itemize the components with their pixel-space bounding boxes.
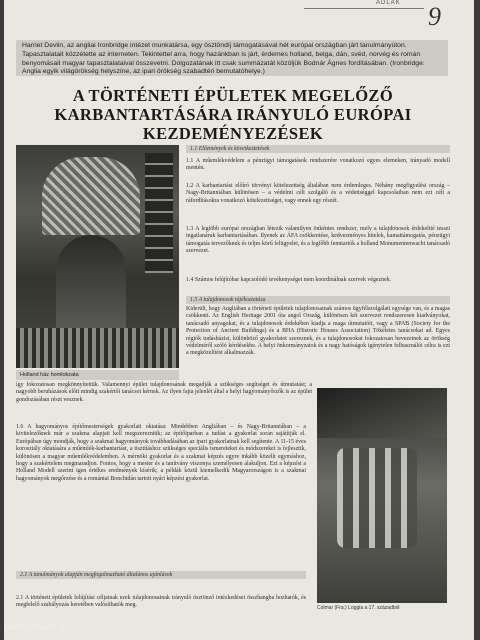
header-tag: ADLAK — [376, 0, 401, 6]
paragraph-1-3: 1.3 A legtöbb európai országban létezik valamilyen önkéntes rendszer, mely a tulajdonosok érdekeltté tesszi ingatlanáruk karbantartásában. Ilyenek az ÁFA csökkentése, kedvezményes hitelek, kamattámogatás, pénzügyi támogatás tervezőknek és teljes körű felügyelet, és a legfőbb fenntartók a holland Monumentenwacht tanácsadó szervezet. — [186, 226, 450, 255]
paragraph-2-1: 2.1 A történeti épületek felújítási céljainak ezek tulajdonosainak irányuló ösztönző intézkedései összhangba hozhatók, és megfelelő szabályozás keretében valósíthatók meg. — [16, 595, 306, 609]
bay-window-shape — [337, 448, 417, 548]
paragraph-continuation: így fokozatosan megkönnyítettük. Valamennyi épület tulajdonosának megadják a szükséges segítséget és útmutatást; a nagyobb beruházások előtt mindig szakértői tanácsot kérnek. Az ilyen fajta jelenlét által a helyi hagyományőrzők is az épület gondozásában részt vesznek. — [16, 382, 312, 403]
building-facade-photo — [16, 145, 179, 368]
magazine-page — [4, 0, 474, 640]
paragraph-1-2: 1.2 A karbantartást előíró törvényi kötelezettség általában nem érdemleges. Néhány megfigyelési ország – Nagy-Britanniában különösen – a védelmi célt szolgáló és a védettséggel kapcsolatban nem ezt célt a ráfordításokra vonatkozó kötelezettséget, vagy ennek egy részét. — [186, 183, 450, 204]
section-heading-1-5: 1.5 A tulajdonosok tájékoztatása — [186, 296, 450, 304]
site-watermark: Antikvarium.hu — [4, 622, 71, 633]
window-shape — [145, 153, 173, 273]
paragraph-1-6: 1.6 A hagyományos építőmesterségek gyakorlati oktatása: Mindebben Angliában – és Nagy-Britanniában – a kivitelezőknek már a szakma alapjait kell megszerezniük; az építőiparban a tudást a gyakorlat során sajátítják el. Európában úgy mondják, hogy a szakmai hagyományok továbbadásában az ipari gyakorlatnak kell segítenie. A 11-15 éves korosztály oktatására a műemlék-karbantartást, a tisztításhoz szükséges speciális ismereteket és módszereket is fejlesztik, különösen a magyar műemlékvédelemben. A mérnöki gyakorlat és a szakmai képzés egyre inkább közelít egymáshoz, hogy a szakértelem megmaradjon. Fontos, hogy a mester és a tanítvány viszonya személyesen alakuljon. Ezt a képzést a Holland Modell szerint igen értékes eredmények kísérik; a példák közül kiemelkedik Magyarországon is a szakmai hagyományok megőrzése és a romániai Bonchidán tartott nyári képzési gyakorlat. — [16, 424, 306, 482]
header-rule — [304, 8, 424, 9]
article-title: A TÖRTÉNETI ÉPÜLETEK MEGELŐZŐ KARBANTARTÁSÁRA IRÁNYULÓ EURÓPAI KEZDEMÉNYEZÉSEK — [54, 86, 412, 143]
page-number: 9 — [428, 2, 441, 31]
paragraph-1-5: Kiderült, hogy Angliában a történeti épületek tulajdonosainak számos ügyfélszolgálati egysége van, és a magas csökkenti. Az English Heritage 2001 óta angol Ország, különösen két szervezet rendszeresen kiadványokat, tanácsadó anyagokat, és a tulajdonosok érdekében kiadja a maga útmutatóit, vagy a SPAB (Society for the Protection of Ancient Buildings) és a BHA (Historic Houses Association) Tökéletes tanácsokat ad. Egyes régiók tudásbázist, különböző gyakorlatot szereznek, és a tulajdonosokat fokozatosan bevezetnek az örökség védelméről szóló kérdésekbe. A helyi önkormányzatok és a nagy hatóságok igénytelen felhasználói célra is ezt a megközelítést alkalmazzák. — [186, 306, 450, 357]
photo2-caption: Colmar (Fra.) Loggia a 17. századból — [317, 605, 400, 611]
paragraph-1-1: 1.1 A műemlékvédelem a pénzügyi támogatások rendszerére vonatkozó egyes elemeken, irányadó modell mentén. — [186, 158, 450, 172]
intro-box: Harriet Devlin, az angliai Ironbridge intézet munkatársa, egy ösztöndíj támogatásával hét európai országban járt tanulmányúton. Tapasztalatait közzétette az interneten. Tekintettel arra, hogy hazánkban is járt, érdemes holland, belga, dán, svéd, norvég és román benyomásait magyar tapasztalataival összevetni. Dolgozatának itt csak summázatát közöljük Bodnár Ágnes fordításában. (Ironbridge: Anglia egyik világörökség helyszíne, az ipari örökség szabadtéri bemutatóhelye.) — [16, 40, 448, 76]
section-heading-2: 2.1 A tanulmányok alapján megfogalmazható általános ajánlások — [16, 571, 306, 579]
railing-shape — [16, 328, 179, 368]
doorway-shape — [56, 235, 126, 335]
roof-shape — [317, 388, 447, 438]
gable-ornament — [42, 157, 140, 235]
loggia-photo — [317, 388, 447, 603]
photo1-caption: Holland ház homlokzata — [16, 370, 179, 380]
section-heading-1: 1.1 Előzmények és következtetések — [186, 145, 450, 153]
paragraph-1-4: 1.4 Számos felújítóbar kapcsolódó tevékenységet nem koordinálnak szervek végeznek. — [186, 277, 392, 283]
